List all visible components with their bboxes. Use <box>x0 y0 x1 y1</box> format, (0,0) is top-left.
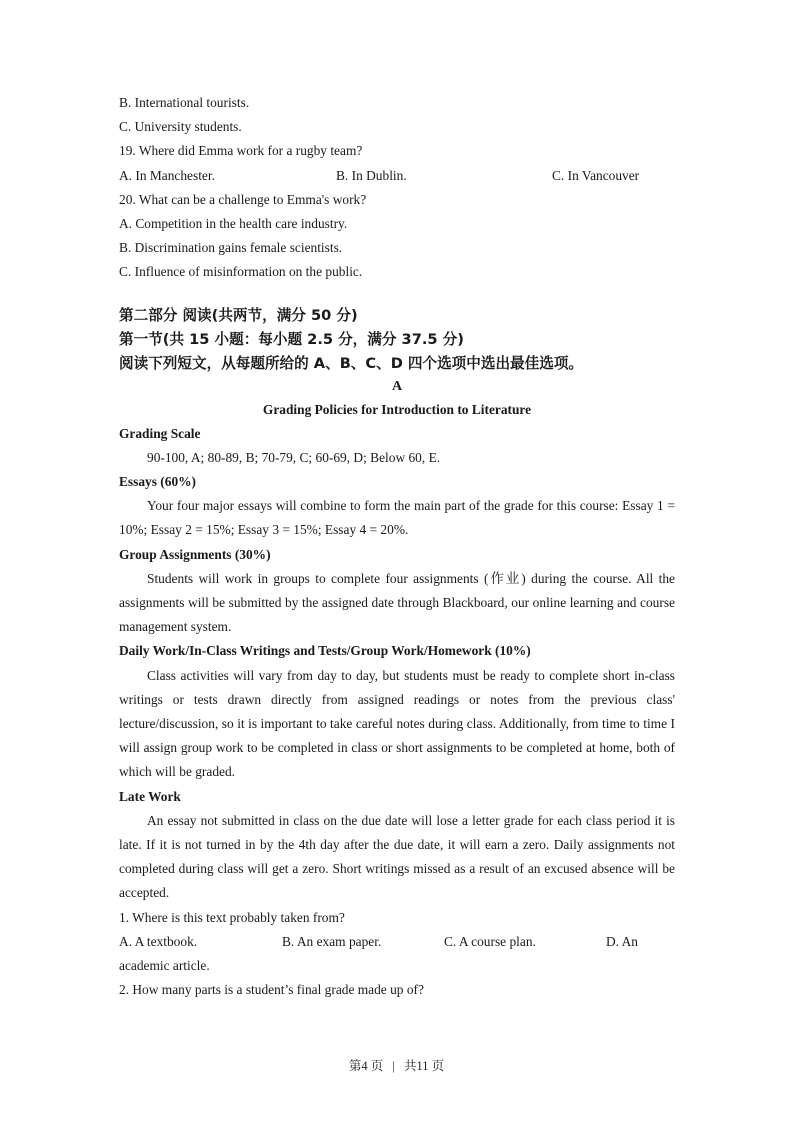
option-20-c: C. Influence of misinformation on the public. <box>119 264 363 280</box>
question-1-options <box>119 930 675 954</box>
page-number: 第4 页 <box>348 1059 384 1073</box>
question-2: 2. How many parts is a student’s final grade made up of? <box>119 982 424 998</box>
option-1-c: C. A course plan. <box>444 933 536 949</box>
option-1-a: A. A textbook. <box>119 933 198 949</box>
passage-letter: A <box>391 378 403 394</box>
option-1-b: B. An exam paper. <box>282 933 382 949</box>
page-footer <box>0 1056 793 1074</box>
option-18-b: B. International tourists. <box>119 95 250 110</box>
option-20-b: B. Discrimination gains female scientists. <box>119 240 343 256</box>
essays-text: Your four major essays will combine to form the main part of the grade for this course: Essay 1 = 10%; Essay 2 = 15%; Essay 3 = 15%; Essay 4 = 20%. <box>119 498 675 538</box>
option-1-d-continued: academic article. <box>119 958 210 974</box>
grading-scale-heading: Grading Scale <box>119 425 201 441</box>
group-assignments-heading: Group Assignments (30%) <box>119 546 271 562</box>
grading-scale-text: 90-100, A; 80-89, B; 70-79, C; 60-69, D; Below 60, E. <box>147 449 441 465</box>
option-20-a: A. Competition in the health care industry. <box>119 216 348 232</box>
essays-heading: Essays (60%) <box>119 474 197 490</box>
reading-instruction: 阅读下列短文，从每题所给的 A、B、C、D 四个选项中选出最佳选项。 <box>119 354 584 372</box>
group-assignments-text: Students will work in groups to complete four assignments (作业) during the course. All the assignments will be submitted by the assigned date through Blackboard, our online learning and course management system. <box>119 570 675 635</box>
option-19-b: B. In Dublin. <box>336 167 407 183</box>
exam-page <box>119 91 675 1003</box>
option-19-c: C. In Vancouver <box>552 167 640 183</box>
page-total: 共11 页 <box>403 1059 445 1073</box>
section-one-title: 第一节(共 15 小题：每小题 2.5 分，满分 37.5 分) <box>119 330 464 348</box>
passage-title: Grading Policies for Introduction to Literature <box>262 401 532 417</box>
daily-work-text: Class activities will vary from day to day, but students must be ready to complete short in-class writings or tests drawn directly from assigned readings or notes from the previous class' lecture/discussion, so it is important to take careful notes during class. Additionally, from time to time I will assign group work to be completed in class or short assignments to be completed at home, both of which will be graded. <box>119 667 675 780</box>
footer-separator: | <box>392 1059 395 1073</box>
late-work-heading: Late Work <box>119 788 181 804</box>
part-two-title: 第二部分 阅读(共两节，满分 50 分) <box>119 306 358 324</box>
question-1: 1. Where is this text probably taken from? <box>119 909 345 925</box>
option-19-a: A. In Manchester. <box>119 167 215 183</box>
option-1-d: D. An <box>606 933 638 949</box>
question-20: 20. What can be a challenge to Emma's work? <box>119 191 367 207</box>
option-18-c: C. University students. <box>119 119 242 135</box>
question-19: 19. Where did Emma work for a rugby team? <box>119 143 363 159</box>
late-work-text: An essay not submitted in class on the due date will lose a letter grade for each class period it is late. If it is not turned in by the 4th day after the due date, it will earn a zero. Daily assignments not completed during class will get a zero. Short writings missed as a result of an excused absence will be accepted. <box>119 812 675 901</box>
question-19-options <box>119 164 675 188</box>
daily-work-heading: Daily Work/In-Class Writings and Tests/Group Work/Homework (10%) <box>119 643 531 659</box>
